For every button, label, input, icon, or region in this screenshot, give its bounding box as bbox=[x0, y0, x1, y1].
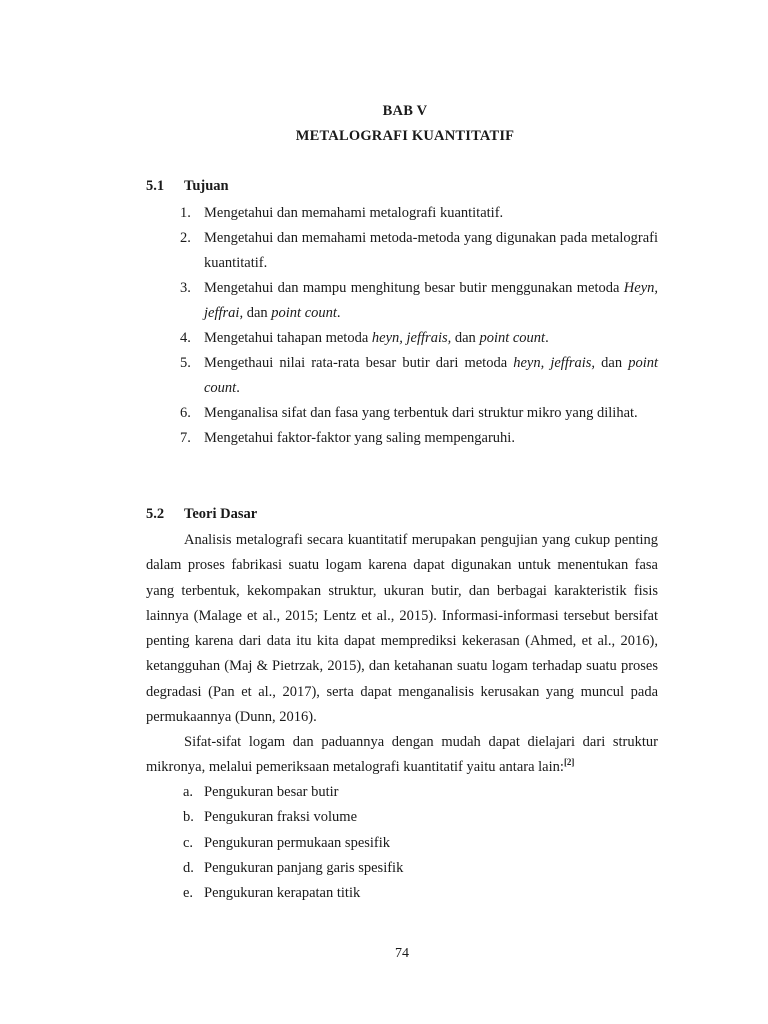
measurement-item bbox=[183, 831, 658, 856]
chapter-number: BAB V bbox=[382, 103, 428, 119]
list-marker: c. bbox=[183, 834, 194, 851]
section-title: Tujuan bbox=[184, 178, 229, 194]
objective-item bbox=[180, 401, 658, 426]
list-marker: 7. bbox=[180, 430, 191, 446]
page-number: 74 bbox=[395, 946, 409, 961]
section-heading-tujuan bbox=[146, 178, 229, 195]
item-text: . bbox=[545, 330, 549, 346]
italic-term: heyn, jeffrais, bbox=[513, 355, 596, 371]
item-text: dan bbox=[243, 305, 272, 321]
list-marker: 2. bbox=[180, 230, 191, 246]
list-marker: a. bbox=[183, 784, 194, 800]
objectives-list bbox=[180, 201, 658, 451]
list-marker: 4. bbox=[180, 330, 191, 346]
section-number: 5.2 bbox=[146, 506, 165, 522]
paragraph-analisis: Analisis metalografi secara kuantitatif merupakan pengujian yang cukup penting dalam proses fabrikasi suatu logam karena dapat digunakan untuk menentukan fasa yang terbentuk, kekompakan struktur, ukuran butir, dan berbagai karakteristik fisis lainnya (Malage et al., 2015; Lentz et al., 2015). Informasi-informasi tersebut bersifat penting karena dari data itu kita dapat memprediksi kekerasan (Ahmed, et al., 2016), ketangguhan (Maj & Pietrzak, 2015), dan ketahanan suatu logam terhadap suatu proses degradasi (Pan et al., 2017), serta dapat menganalisis kerusakan yang muncul pada permukaannya (Dunn, 2016). bbox=[146, 532, 658, 726]
objective-item bbox=[180, 351, 658, 401]
item-text: Menganalisa sifat dan fasa yang terbentuk dari struktur mikro yang dilihat. bbox=[204, 405, 638, 421]
item-text: dan bbox=[595, 355, 629, 371]
list-marker: 3. bbox=[180, 280, 191, 296]
paragraph-sifat-text: Sifat-sifat logam dan paduannya dengan mudah dapat dielajari dari struktur mikronya, melalui pemeriksaan metalografi kuantitatif yaitu antara lain: bbox=[146, 734, 658, 776]
item-text: Mengetahui dan mampu menghitung besar butir menggunakan metoda bbox=[204, 280, 624, 296]
item-text: Mengetahui dan memahami metoda-metoda yang digunakan pada metalografi kuantitatif. bbox=[204, 230, 658, 271]
list-marker: 5. bbox=[180, 355, 191, 371]
item-text: . bbox=[236, 380, 240, 396]
objective-item bbox=[180, 426, 658, 451]
item-text: Mengetahui faktor-faktor yang saling mempengaruhi. bbox=[204, 430, 515, 446]
list-marker: 6. bbox=[180, 405, 191, 421]
objective-item bbox=[180, 201, 658, 226]
italic-term: point count bbox=[271, 305, 337, 321]
measurement-item bbox=[183, 805, 658, 830]
objective-item bbox=[180, 326, 658, 351]
measurement-item bbox=[183, 856, 658, 881]
item-text: Mengetahui dan memahami metalografi kuantitatif. bbox=[204, 205, 504, 221]
item-text: . bbox=[336, 305, 341, 321]
italic-term: point count bbox=[204, 355, 658, 396]
objective-item bbox=[180, 276, 658, 326]
item-text: Pengukuran kerapatan titik bbox=[204, 885, 361, 902]
footnote-reference[interactable]: [2] bbox=[563, 757, 575, 768]
list-marker: e. bbox=[183, 885, 194, 902]
item-text: dan bbox=[451, 330, 480, 346]
item-text: Pengukuran permukaan spesifik bbox=[204, 834, 391, 851]
section-heading-teori-dasar bbox=[146, 506, 257, 523]
section-title: Teori Dasar bbox=[184, 506, 258, 522]
measurement-item bbox=[183, 780, 658, 805]
section-number: 5.1 bbox=[146, 178, 165, 194]
list-marker: d. bbox=[183, 859, 194, 876]
italic-term: heyn, jeffrais, bbox=[371, 330, 452, 346]
item-text: Mengethaui nilai rata-rata besar butir dari metoda bbox=[204, 355, 514, 371]
item-text: Pengukuran besar butir bbox=[204, 784, 339, 800]
list-marker: b. bbox=[183, 809, 194, 826]
measurement-item bbox=[183, 881, 658, 906]
measurement-list bbox=[183, 780, 658, 906]
italic-term: Heyn, jeffrai, bbox=[204, 280, 658, 321]
list-marker: 1. bbox=[180, 205, 191, 221]
objective-item bbox=[180, 226, 658, 276]
item-text: Pengukuran fraksi volume bbox=[204, 809, 358, 826]
chapter-title: METALOGRAFI KUANTITATIF bbox=[295, 128, 515, 144]
item-text: Mengetahui tahapan metoda bbox=[204, 330, 372, 346]
item-text: Pengukuran panjang garis spesifik bbox=[204, 859, 404, 876]
paragraph-sifat bbox=[146, 730, 658, 781]
italic-term: point count bbox=[479, 330, 546, 346]
